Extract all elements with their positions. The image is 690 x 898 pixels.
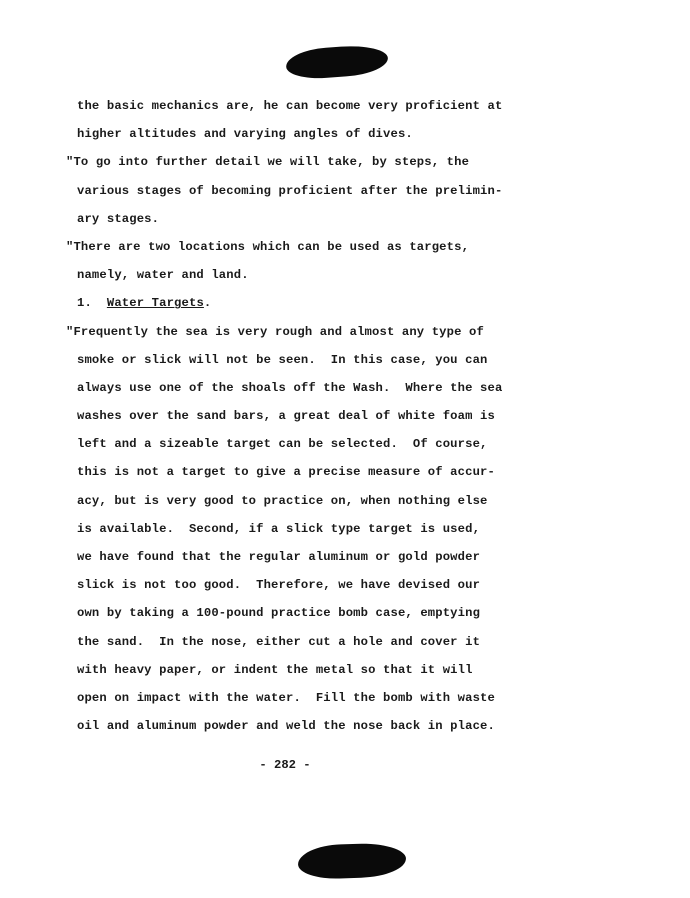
text-line: higher altitudes and varying angles of dives. <box>77 127 413 142</box>
text-line: washes over the sand bars, a great deal of white foam is <box>77 409 495 424</box>
text-line: "To go into further detail we will take, by steps, the <box>66 155 470 170</box>
section-number: 1. <box>77 296 92 311</box>
text-line: with heavy paper, or indent the metal so that it will <box>77 662 473 677</box>
text-line: "There are two locations which can be used as targets, <box>66 239 470 254</box>
text-line: this is not a target to give a precise measure of accur- <box>77 465 495 480</box>
text-line: ary stages. <box>77 211 160 226</box>
text-line: the basic mechanics are, he can become very proficient at <box>77 99 503 113</box>
text-line: the sand. In the nose, either cut a hole and cover it <box>77 634 481 649</box>
text-line: is available. Second, if a slick type target is used, <box>77 521 481 536</box>
text-line: we have found that the regular aluminum or gold powder <box>77 550 481 564</box>
text-line: acy, but is very good to practice on, when nothing else <box>77 493 488 508</box>
text-line: left and a sizeable target can be selected. Of course, <box>77 437 488 452</box>
page-number: - 282 - <box>259 758 311 772</box>
section-label: Water Targets <box>106 296 204 311</box>
section-heading-period: . <box>203 296 212 311</box>
text-line: oil and aluminum powder and weld the nose back in place. <box>77 719 495 734</box>
text-line: slick is not too good. Therefore, we have devised our <box>77 578 481 593</box>
redaction-mark-top <box>285 43 389 80</box>
text-line: always use one of the shoals off the Wash. Where the sea <box>77 380 503 395</box>
text-line: smoke or slick will not be seen. In this case, you can <box>77 352 488 367</box>
text-line: own by taking a 100-pound practice bomb case, emptying <box>77 606 481 621</box>
text-line: open on impact with the water. Fill the bomb with waste <box>77 690 495 705</box>
document-body <box>66 92 506 740</box>
text-line: "Frequently the sea is very rough and almost any type of <box>66 324 484 339</box>
redaction-mark-bottom <box>297 842 406 880</box>
text-line: various stages of becoming proficient after the prelimin- <box>77 183 503 198</box>
section-heading <box>66 289 506 317</box>
text-line: namely, water and land. <box>77 268 249 283</box>
